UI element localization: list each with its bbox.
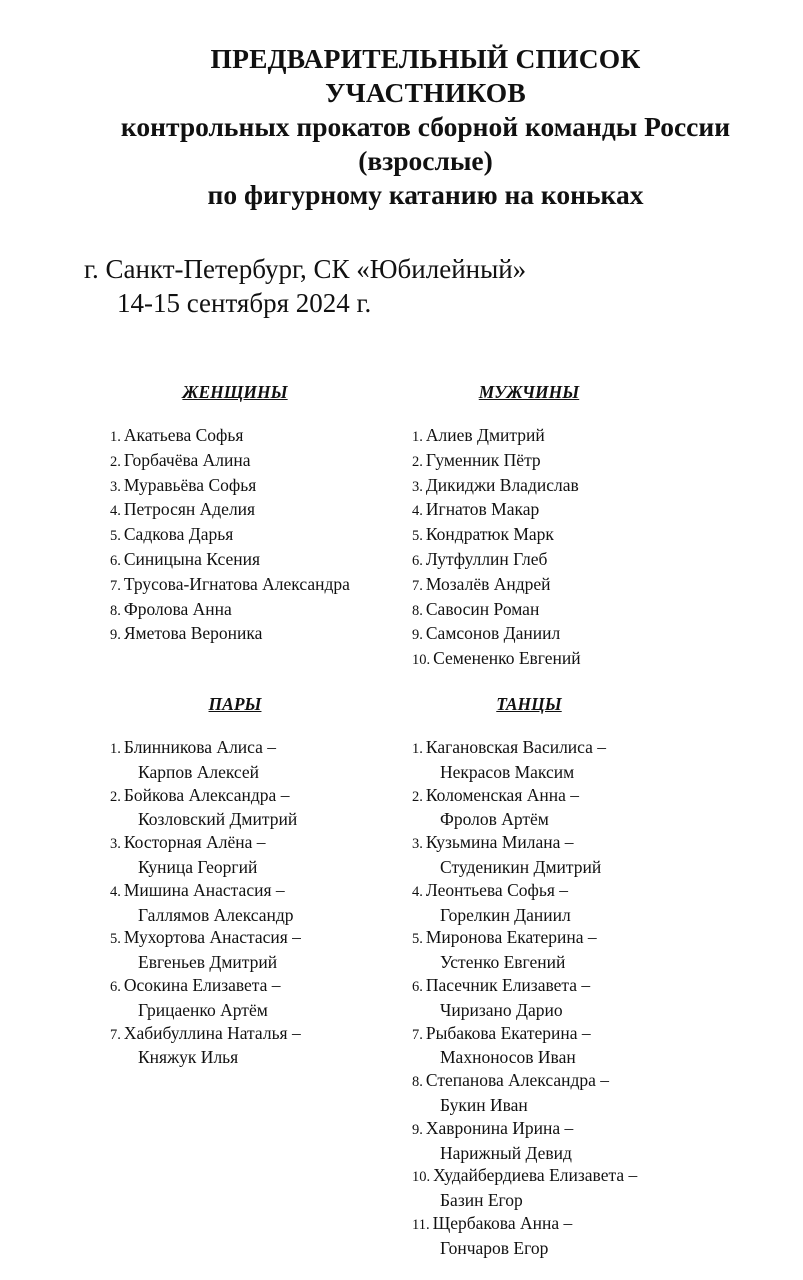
list-item [412, 498, 702, 523]
entry-number: 1. [412, 429, 423, 445]
entry-number: 6. [110, 552, 121, 569]
list-item [412, 474, 702, 499]
entry-number: 6. [412, 978, 423, 995]
section-dance [412, 692, 702, 1260]
entry-name: Мухортова Анастасия – [123, 927, 301, 948]
section-title-women: ЖЕНЩИНЫ [182, 382, 288, 402]
dance-list [412, 736, 702, 1260]
entry-number: 9. [412, 1121, 423, 1138]
list-item [412, 424, 702, 449]
entry-number: 6. [412, 552, 423, 569]
list-item [110, 784, 400, 832]
entry-name: Мозалёв Андрей [425, 573, 551, 594]
list-item [412, 1212, 702, 1260]
entry-name: Рыбакова Екатерина – [425, 1022, 591, 1043]
list-item [412, 879, 702, 927]
list-item [110, 926, 400, 974]
title-line-1: ПРЕДВАРИТЕЛЬНЫЙ СПИСОК [210, 43, 641, 74]
entry-number: 7. [412, 577, 423, 594]
entry-name: Алиев Дмитрий [425, 425, 545, 445]
entry-partner: Букин Иван [440, 1094, 528, 1115]
entry-name: Пасечник Елизавета – [425, 974, 591, 995]
section-title-pairs: ПАРЫ [208, 694, 262, 714]
entry-name: Фролова Анна [123, 598, 232, 619]
entry-number: 3. [110, 478, 121, 495]
entry-name: Гуменник Пётр [425, 449, 541, 470]
entry-number: 6. [110, 978, 121, 995]
subtitle-line-2: (взрослые) [358, 145, 493, 176]
document-title [0, 42, 803, 212]
entry-number: 9. [110, 627, 121, 644]
entry-partner: Устенко Евгений [440, 952, 566, 973]
entry-number: 10. [412, 652, 431, 669]
entry-name: Синицына Ксения [123, 548, 261, 569]
entry-name: Кузьмина Милана – [425, 832, 574, 853]
men-list [412, 424, 702, 672]
entry-number: 4. [412, 883, 423, 900]
entry-partner: Грицаенко Артём [138, 999, 268, 1020]
list-item [110, 474, 400, 499]
entry-name: Худайбердиева Елизавета – [433, 1165, 638, 1186]
list-item [110, 831, 400, 879]
list-item [110, 736, 400, 784]
list-item [412, 784, 702, 832]
entry-name: Савосин Роман [425, 598, 540, 619]
entry-partner: Княжук Илья [138, 1047, 239, 1068]
entry-partner: Горелкин Даниил [440, 904, 571, 925]
entry-name: Хавронина Ирина – [425, 1117, 574, 1138]
entry-number: 11. [412, 1216, 430, 1233]
list-item [412, 831, 702, 879]
list-item [110, 424, 400, 449]
entry-partner: Некрасов Максим [440, 761, 575, 782]
entry-name: Осокина Елизавета – [123, 974, 281, 995]
entry-number: 7. [110, 1026, 121, 1043]
list-item [412, 926, 702, 974]
entry-name: Косторная Алёна – [123, 832, 266, 853]
entry-name: Семененко Евгений [433, 648, 581, 669]
list-item [412, 573, 702, 598]
entry-name: Блинникова Алиса – [123, 737, 277, 757]
entry-number: 4. [110, 503, 121, 520]
list-item [412, 1117, 702, 1165]
list-item [412, 449, 702, 474]
event-dates: 14-15 сентября 2024 г. [117, 288, 372, 318]
list-item [412, 736, 702, 784]
entry-number: 2. [110, 788, 121, 805]
entry-name: Мишина Анастасия – [123, 879, 285, 900]
entry-number: 5. [412, 528, 423, 545]
entry-name: Садкова Дарья [123, 524, 234, 545]
entry-number: 7. [110, 577, 121, 594]
list-item [110, 974, 400, 1022]
list-item [412, 622, 702, 647]
entry-name: Бойкова Александра – [123, 784, 290, 805]
entry-partner: Нарижный Девид [440, 1142, 572, 1163]
list-item [412, 647, 702, 672]
list-item [110, 622, 400, 647]
list-item [412, 974, 702, 1022]
entry-number: 1. [412, 741, 423, 757]
entry-partner: Чиризано Дарио [440, 999, 563, 1020]
list-item [110, 498, 400, 523]
entry-name: Кагановская Василиса – [425, 737, 607, 757]
entry-name: Дикиджи Владислав [425, 474, 579, 495]
section-women [110, 380, 400, 647]
entry-number: 8. [412, 602, 423, 619]
entry-partner: Карпов Алексей [138, 761, 260, 782]
list-item [110, 598, 400, 623]
entry-number: 5. [412, 931, 423, 948]
subtitle-line-3: по фигурному катанию на коньках [207, 179, 644, 210]
entry-number: 10. [412, 1169, 431, 1186]
pairs-list [110, 736, 400, 1069]
list-item [110, 1022, 400, 1070]
entry-partner: Студеникин Дмитрий [440, 856, 602, 877]
list-item [110, 523, 400, 548]
entry-number: 7. [412, 1026, 423, 1043]
list-item [412, 1022, 702, 1070]
entry-number: 8. [412, 1074, 423, 1091]
list-item [110, 573, 400, 598]
venue: г. Санкт-Петербург, СК «Юбилейный» [84, 254, 527, 284]
entry-number: 3. [412, 478, 423, 495]
list-item [110, 449, 400, 474]
entry-number: 9. [412, 627, 423, 644]
list-item [412, 598, 702, 623]
entry-name: Леонтьева Софья – [425, 879, 568, 900]
entry-name: Игнатов Макар [425, 499, 540, 520]
entry-number: 5. [110, 528, 121, 545]
entry-partner: Фролов Артём [440, 809, 549, 830]
entry-partner: Гончаров Егор [440, 1237, 549, 1258]
entry-name: Горбачёва Алина [123, 449, 251, 470]
entry-number: 2. [412, 788, 423, 805]
entry-partner: Козловский Дмитрий [138, 809, 298, 830]
entry-partner: Евгеньев Дмитрий [138, 952, 278, 973]
entry-partner: Махноносов Иван [440, 1047, 576, 1068]
entry-partner: Галлямов Александр [138, 904, 294, 925]
entry-number: 1. [110, 429, 121, 445]
entry-name: Трусова-Игнатова Александра [123, 573, 350, 594]
entry-number: 2. [412, 453, 423, 470]
subtitle-line-1: контрольных прокатов сборной команды России [120, 111, 731, 142]
section-title-men: МУЖЧИНЫ [478, 382, 580, 402]
entry-number: 8. [110, 602, 121, 619]
section-pairs [110, 692, 400, 1069]
entry-name: Миронова Екатерина – [425, 927, 597, 948]
entry-number: 1. [110, 741, 121, 757]
title-line-2: УЧАСТНИКОВ [325, 77, 526, 108]
entry-number: 2. [110, 453, 121, 470]
list-item [110, 548, 400, 573]
list-item [412, 548, 702, 573]
entry-name: Яметова Вероника [123, 623, 263, 644]
entry-name: Акатьева Софья [123, 425, 244, 445]
entry-name: Лутфуллин Глеб [425, 548, 548, 569]
list-item [412, 1069, 702, 1117]
entry-name: Степанова Александра – [425, 1070, 610, 1091]
entry-number: 3. [412, 836, 423, 853]
entry-name: Самсонов Даниил [425, 623, 561, 644]
entry-name: Кондратюк Марк [425, 524, 554, 545]
entry-name: Хабибуллина Наталья – [123, 1022, 301, 1043]
section-title-dance: ТАНЦЫ [496, 694, 562, 714]
section-men [412, 380, 702, 672]
entry-name: Коломенская Анна – [425, 784, 580, 805]
women-list [110, 424, 400, 647]
entry-number: 3. [110, 836, 121, 853]
entry-number: 4. [412, 503, 423, 520]
list-item [110, 879, 400, 927]
entry-name: Щербакова Анна – [432, 1212, 573, 1233]
list-item [412, 523, 702, 548]
entry-partner: Куница Георгий [138, 856, 258, 877]
entry-partner: Базин Егор [440, 1190, 523, 1211]
list-item [412, 1164, 702, 1212]
entry-name: Муравьёва Софья [123, 474, 257, 495]
entry-number: 5. [110, 931, 121, 948]
entry-number: 4. [110, 883, 121, 900]
entry-name: Петросян Аделия [123, 499, 256, 520]
